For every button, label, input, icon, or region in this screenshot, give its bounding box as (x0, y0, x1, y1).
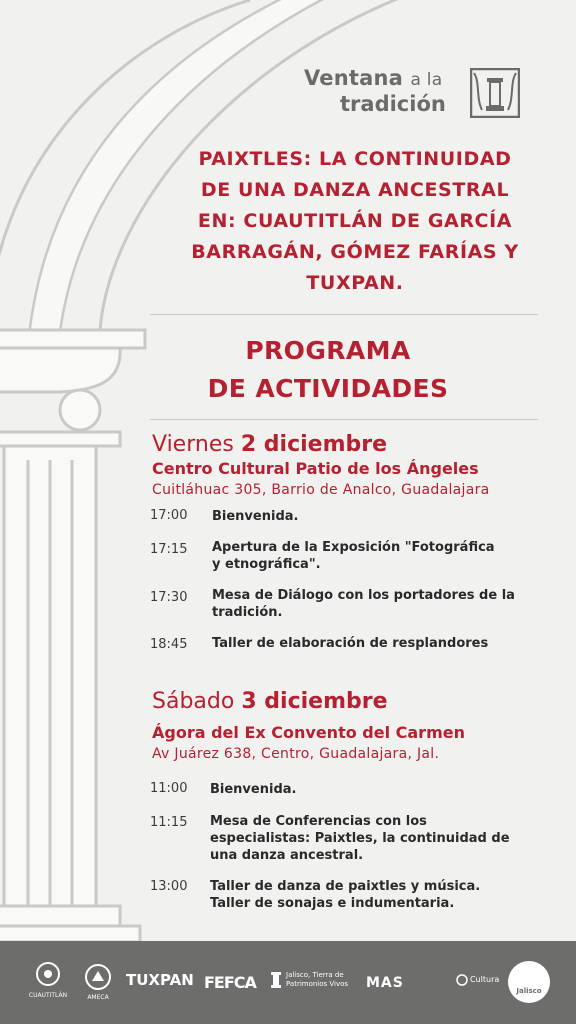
event-description (210, 781, 540, 798)
title-line: BARRAGÁN, GÓMEZ FARÍAS Y (191, 241, 519, 263)
cuautitlan-emblem-icon (33, 961, 63, 989)
event-line: especialistas: Paixtles, la continuidad de (210, 831, 510, 846)
cultura-emblem-icon (456, 974, 468, 986)
day2-date: 3 diciembre (241, 689, 388, 714)
event-title (150, 144, 560, 299)
event-time: 17:30 (150, 590, 188, 605)
column-icon (270, 971, 282, 989)
program-heading (150, 332, 506, 408)
event-time: 11:00 (150, 781, 188, 796)
event-description (210, 878, 540, 912)
day2-heading (152, 689, 388, 714)
event-time: 11:15 (150, 815, 188, 830)
cuautitlan-logo (26, 961, 70, 999)
event-description (212, 508, 542, 525)
day2-venue: Ágora del Ex Convento del Carmen (152, 723, 465, 742)
event-line: una danza ancestral. (210, 848, 364, 863)
program-heading-line: PROGRAMA (245, 336, 411, 365)
title-line: PAIXTLES: LA CONTINUIDAD (198, 148, 512, 170)
event-description (212, 539, 542, 573)
footer-logo-text: Cultura (470, 975, 500, 984)
event-line: Mesa de Diálogo con los portadores de la (212, 588, 515, 603)
event-description (210, 813, 540, 864)
logo-word-tradicion: tradición (340, 92, 446, 116)
footer-logo-text: AMECA (87, 994, 109, 1001)
divider (150, 314, 538, 315)
mas-logo: MAS (366, 975, 404, 991)
ameca-logo (80, 963, 116, 1001)
event-line: Apertura de la Exposición "Fotográfica (212, 540, 495, 555)
event-line: tradición. (212, 605, 283, 620)
event-line: Taller de sonajas e indumentaria. (210, 896, 455, 911)
day1-date: 2 diciembre (240, 432, 388, 457)
jalisco-government-logo: Jalisco (508, 961, 550, 1003)
tuxpan-logo: TUXPAN (126, 971, 194, 989)
day2-weekday: Sábado (152, 689, 235, 714)
ameca-emblem-icon (84, 963, 112, 991)
event-description (212, 635, 542, 652)
ventana-a-la-tradicion-logo (304, 66, 524, 122)
event-line: Taller de elaboración de resplandores (212, 636, 489, 651)
fefca-logo: FEFCA (204, 973, 256, 992)
event-time: 17:15 (150, 542, 188, 557)
divider (150, 419, 538, 420)
event-time: 18:45 (150, 637, 188, 652)
day1-heading (152, 432, 387, 457)
event-line: Mesa de Conferencias con los (210, 814, 427, 829)
logo-word-ventana: Ventana (304, 66, 404, 90)
event-line: Bienvenida. (210, 782, 297, 797)
event-time: 13:00 (150, 879, 188, 894)
event-description (212, 587, 542, 621)
title-line: EN: CUAUTITLÁN DE GARCÍA (197, 210, 513, 232)
footer-logo-text: CUAUTITLÁN (28, 992, 68, 999)
footer-logo-text: Jalisco, Tierra de Patrimonios Vivos (286, 971, 349, 988)
day1-address: Cuitláhuac 305, Barrio de Analco, Guadalajara (152, 482, 490, 498)
day2-address: Av Juárez 638, Centro, Guadalajara, Jal. (152, 746, 440, 762)
theater-column-icon (470, 68, 520, 118)
event-line: Bienvenida. (212, 509, 299, 524)
logo-word-a-la: a la (410, 70, 443, 90)
event-line: y etnográfica". (212, 557, 321, 572)
cultura-logo (456, 975, 500, 984)
day1-weekday: Viernes (152, 432, 234, 457)
jalisco-patrimonios-logo (270, 971, 360, 989)
title-line: TUXPAN. (306, 272, 404, 294)
sponsor-footer (0, 941, 576, 1024)
program-heading-line: DE ACTIVIDADES (207, 374, 449, 403)
event-line: Taller de danza de paixtles y música. (210, 879, 481, 894)
event-time: 17:00 (150, 508, 188, 523)
day1-venue: Centro Cultural Patio de los Ángeles (152, 459, 479, 478)
title-line: DE UNA DANZA ANCESTRAL (200, 179, 510, 201)
